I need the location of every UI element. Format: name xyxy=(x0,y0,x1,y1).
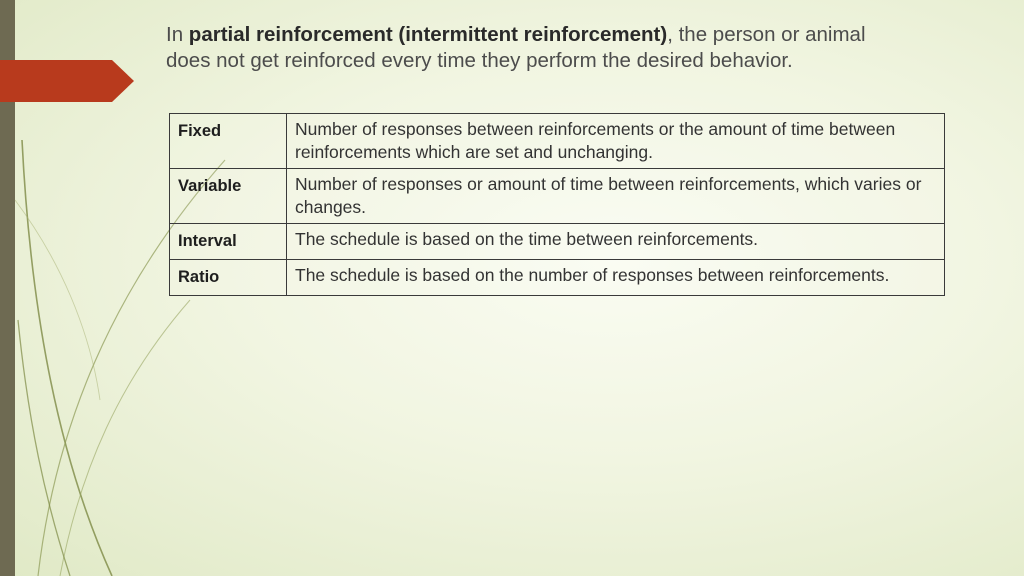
intro-term: partial reinforcement (intermittent reinforcement) xyxy=(188,23,668,46)
row-term: Interval xyxy=(170,224,287,260)
row-definition: Number of responses or amount of time between reinforcements, which varies or changes. xyxy=(287,169,945,224)
table-row xyxy=(170,224,945,260)
table-row xyxy=(170,114,945,169)
schedule-table xyxy=(169,113,945,296)
table-row xyxy=(170,169,945,224)
intro-suffix: , the person or animal does not get reinforced every time they perform the desired behavior. xyxy=(166,23,866,72)
row-definition: Number of responses between reinforcements or the amount of time between reinforcements which are set and unchanging. xyxy=(287,114,945,169)
table-row xyxy=(170,260,945,296)
accent-arrow xyxy=(0,60,134,102)
row-definition: The schedule is based on the number of responses between reinforcements. xyxy=(287,260,945,296)
intro-prefix: In xyxy=(166,23,189,46)
deco-line-3 xyxy=(60,300,190,576)
row-definition: The schedule is based on the time between reinforcements. xyxy=(287,224,945,260)
deco-line-5 xyxy=(15,200,100,400)
row-term: Ratio xyxy=(170,260,287,296)
row-term: Variable xyxy=(170,169,287,224)
intro-text xyxy=(166,22,886,74)
row-term: Fixed xyxy=(170,114,287,169)
deco-line-1 xyxy=(22,140,112,576)
